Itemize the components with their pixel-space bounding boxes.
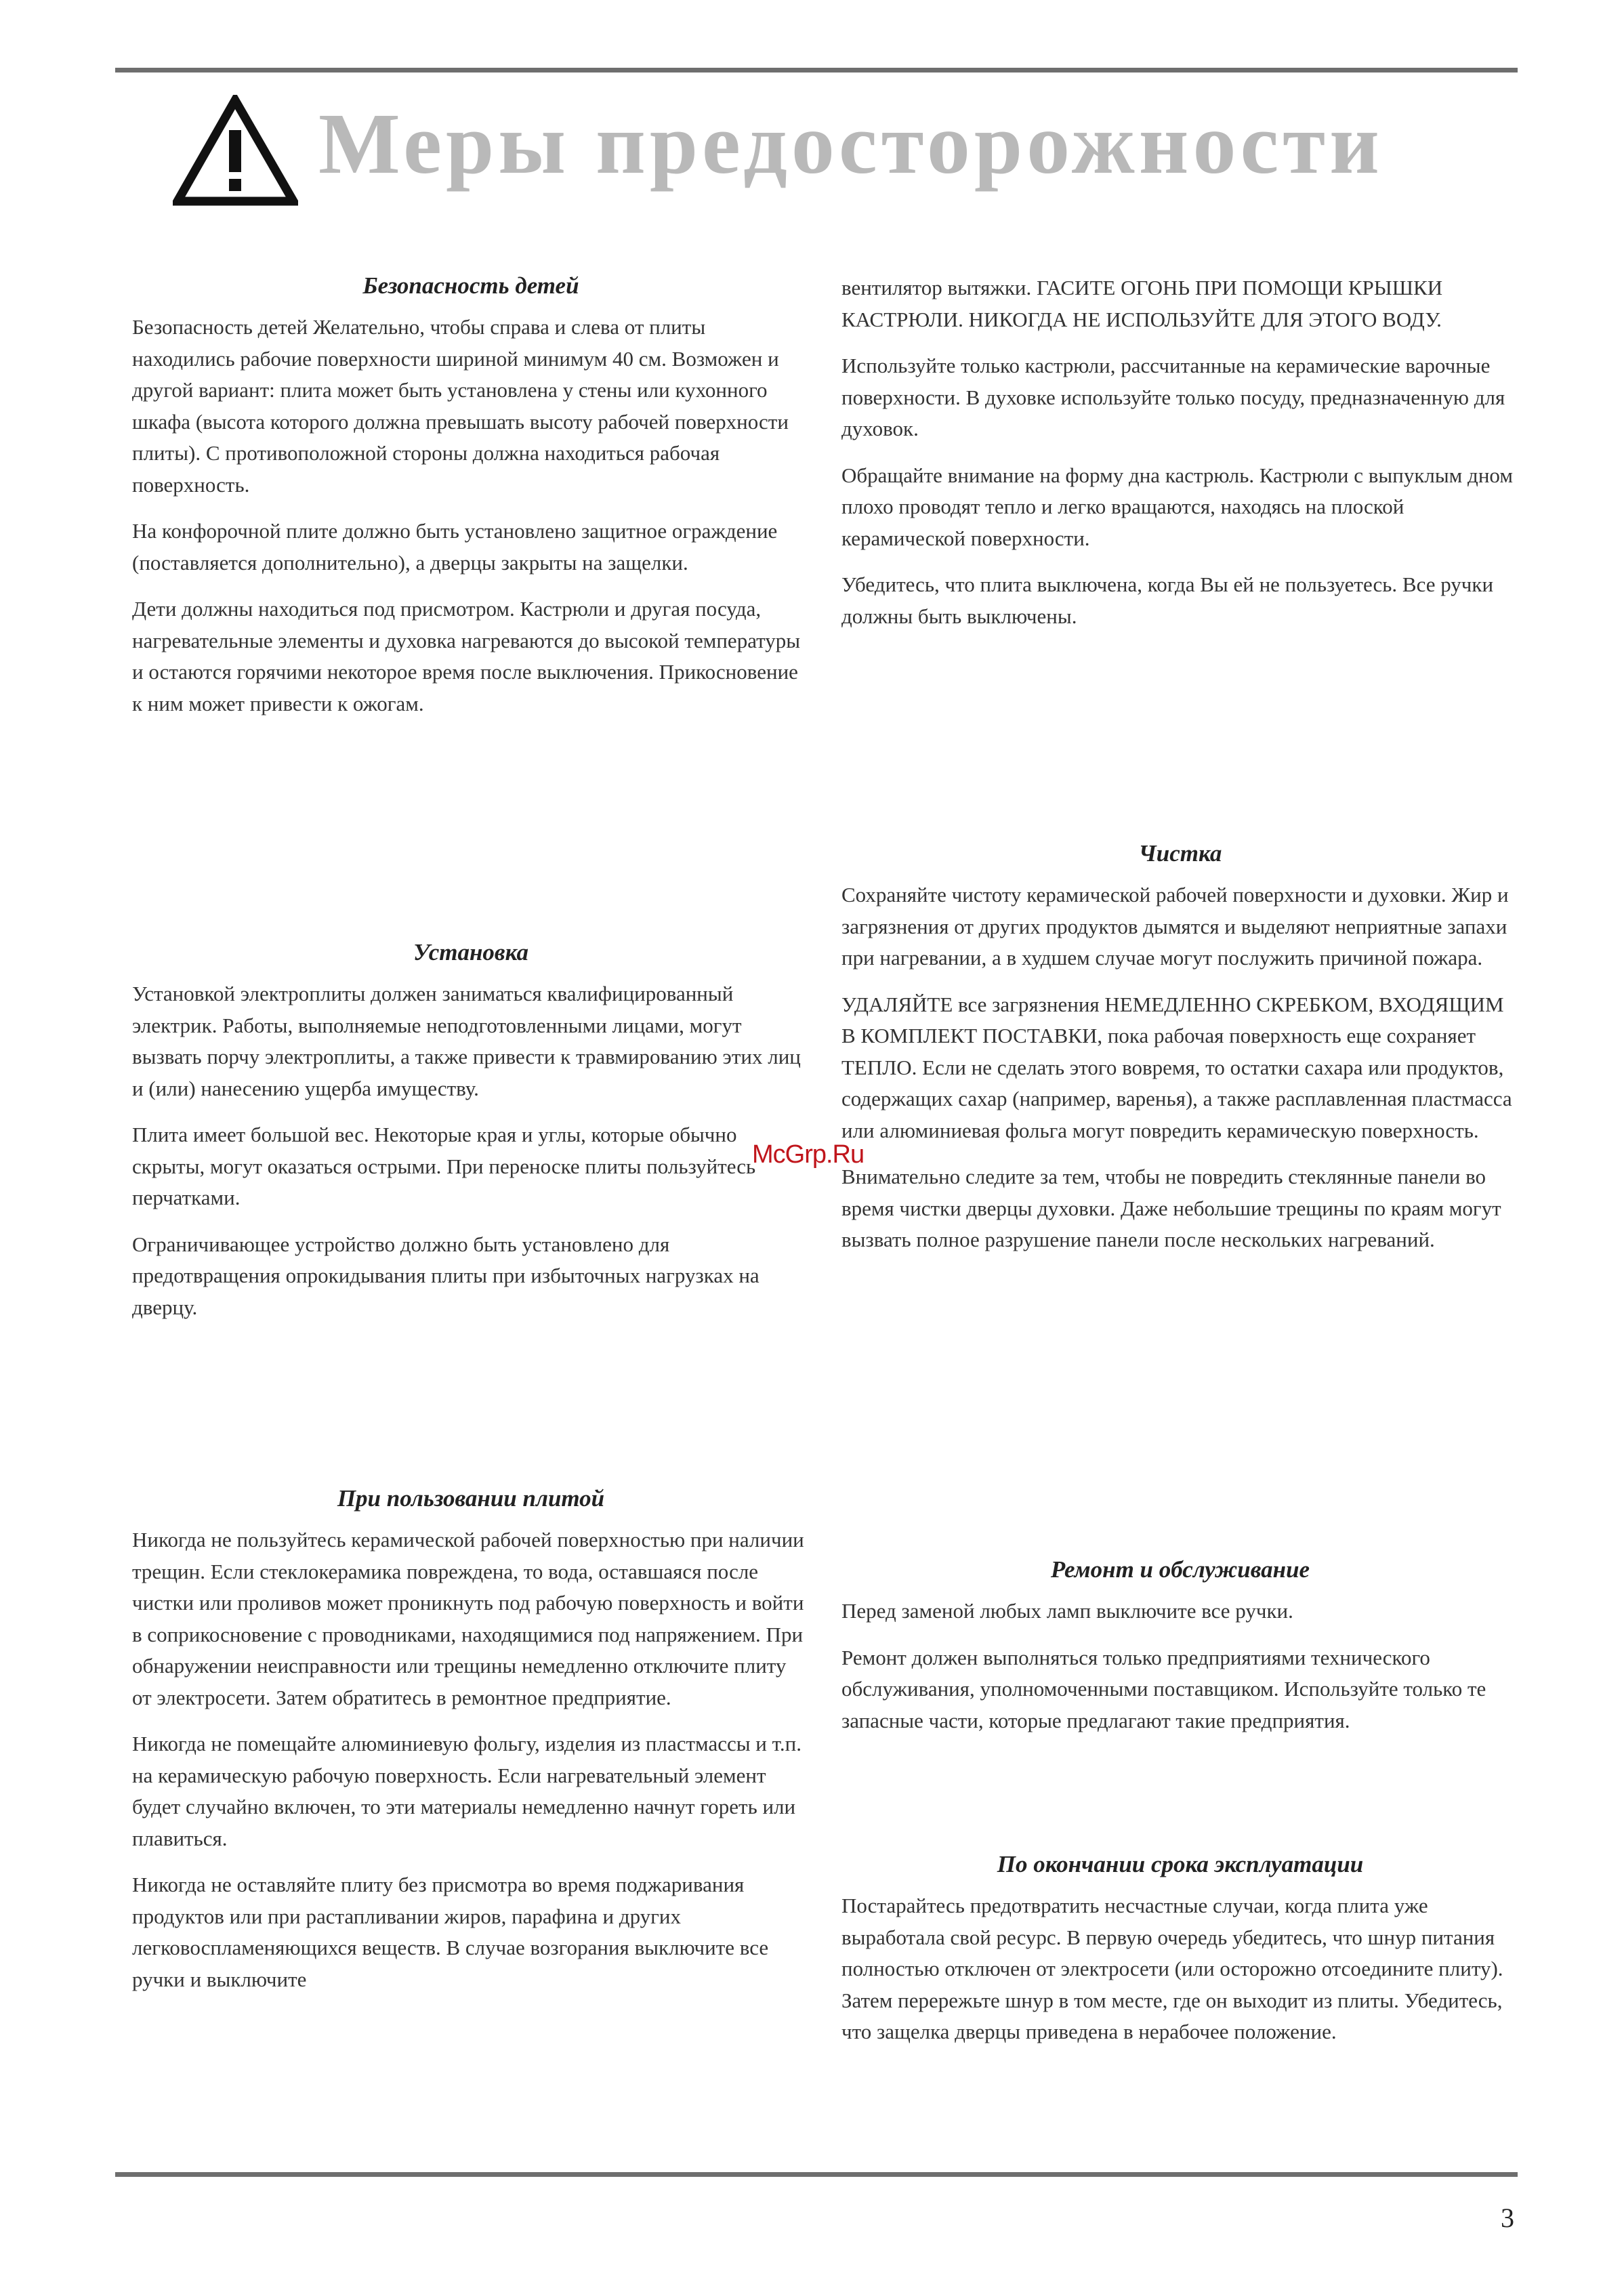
paragraph: Перед заменой любых ламп выключите все ручки. [841, 1599, 1293, 1623]
paragraph: Никогда не пользуйтесь керамической рабочей поверхностью при наличии трещин. Если стеклокерамика повреждена, то вода, оставшаяся после чистки или проливов может проникнуть под рабочую поверхность и войти в соприкосновение с проводниками, находящимися под напряжением. При обнаружении неисправности или трещины немедленно отключите плиту от электросети. Затем обратитесь в ремонтное предприятие. [132, 1528, 804, 1709]
page-number: 3 [1501, 2203, 1514, 2233]
paragraph: вентилятор вытяжки. ГАСИТЕ ОГОНЬ ПРИ ПОМОЩИ КРЫШКИ КАСТРЮЛИ. НИКОГДА НЕ ИСПОЛЬЗУЙТЕ ДЛЯ ЭТОГО ВОДУ. [841, 276, 1443, 331]
section-child-safety [132, 272, 810, 734]
paragraph: На конфорочной плите должно быть установлено защитное ограждение (поставляется дополнительно), а дверцы закрыты на защелки. [132, 519, 778, 575]
bottom-rule [115, 2172, 1518, 2177]
section-installation [132, 939, 810, 1338]
paragraph: Ремонт должен выполняться только предприятиями технического обслуживания, уполномоченными поставщиком. Используйте только те запасные части, которые предлагают такие предприятия. [841, 1645, 1486, 1732]
page-title: Меры предосторожности [318, 96, 1383, 192]
section-using [132, 1485, 810, 2010]
paragraph: Постарайтесь предотвратить несчастные случаи, когда плита уже выработала свой ресурс. В первую очередь убедитесь, что шнур питания полностью отключен от электросети (или осторожно отсоедините плиту). Затем перережьте шнур в том месте, где он выходит из плиты. Убедитесь, что защелка дверцы приведена в нерабочее положение. [841, 1894, 1503, 2043]
section-heading: Ремонт и обслуживание [1050, 1556, 1310, 1583]
paragraph: УДАЛЯЙТЕ все загрязнения НЕМЕДЛЕННО СКРЕБКОМ, ВХОДЯЩИМ В КОМПЛЕКТ ПОСТАВКИ, пока рабочая поверхность еще сохраняет ТЕПЛО. Если не сделать этого вовремя, то остатки сахара или продуктов, содержащих сахар (например, варенья), а также расплавленная пластмасса или алюминиевая фольга могут повредить керамическую поверхность. [841, 992, 1512, 1142]
section-end-of-life [841, 1851, 1519, 2063]
section-cleaning [841, 840, 1519, 1271]
section-heading: Безопасность детей [362, 272, 579, 299]
paragraph: Убедитесь, что плита выключена, когда Вы ей не пользуетесь. Все ручки должны быть выключены. [841, 572, 1494, 628]
warning-triangle-icon [173, 95, 298, 207]
section-heading: При пользовании плитой [337, 1485, 605, 1512]
section-repair [841, 1556, 1519, 1751]
paragraph: Никогда не помещайте алюминиевую фольгу, изделия из пластмассы и т.п. на керамическую рабочую поверхность. Если нагревательный элемент будет случайно включен, то эти материалы немедленно начнут гореть или плавиться. [132, 1732, 801, 1850]
section-heading: Установка [413, 939, 528, 965]
top-rule [115, 68, 1518, 72]
paragraph: Плита имеет большой вес. Некоторые края и углы, которые обычно скрыты, могут оказаться острыми. При переноске плиты пользуйтесь перчатками. [132, 1123, 756, 1209]
paragraph: Дети должны находиться под присмотром. Кастрюли и другая посуда, нагревательные элементы и духовка нагреваются до высокой температуры и остаются горячими некоторое время после выключения. Прикосновение к ним может привести к ожогам. [132, 597, 801, 715]
paragraph: Обращайте внимание на форму дна кастрюль. Кастрюли с выпуклым дном плохо проводят тепло и легко вращаются, находясь на плоской керамической поверхности. [841, 463, 1513, 550]
paragraph: Безопасность детей Желательно, чтобы справа и слева от плиты находились рабочие поверхности шириной минимум 40 см. Возможен и другой вариант: плита может быть установлена у стены или кухонного шкафа (высота которого должна превышать высоту рабочей поверхности плиты). С противоположной стороны должна находиться рабочая поверхность. [132, 315, 789, 497]
paragraph: Ограничивающее устройство должно быть установлено для предотвращения опрокидывания плиты при избыточных нагрузках на дверцу. [132, 1232, 759, 1319]
paragraph: Используйте только кастрюли, рассчитанные на керамические варочные поверхности. В духовке используйте только посуду, предназначенную для духовок. [841, 354, 1505, 440]
paragraph: Установкой электроплиты должен заниматься квалифицированный электрик. Работы, выполняемые неподготовленными лицами, могут вызвать порчу электроплиты, а также привести к травмированию этих лиц и (или) нанесению ущерба имуществу. [132, 982, 801, 1100]
section-heading: По окончании срока эксплуатации [997, 1851, 1364, 1877]
paragraph: Сохраняйте чистоту керамической рабочей поверхности и духовки. Жир и загрязнения от других продуктов дымятся и выделяют неприятные запахи при нагревании, а в худшем случае могут послужить причиной пожара. [841, 883, 1509, 970]
section-using-continued [841, 272, 1519, 647]
section-heading: Чистка [1138, 840, 1222, 867]
watermark-link[interactable]: McGrp.Ru [752, 1140, 865, 1169]
paragraph: Внимательно следите за тем, чтобы не повредить стеклянные панели во время чистки дверцы духовки. Даже небольшие трещины по краям могут вызвать полное разрушение панели после нескольких нагреваний. [841, 1165, 1501, 1251]
paragraph: Никогда не оставляйте плиту без присмотра во время поджаривания продуктов или при растапливании жиров, парафина и других легковоспламеняющихся веществ. В случае возгорания выключите все ручки и выключите [132, 1873, 769, 1991]
